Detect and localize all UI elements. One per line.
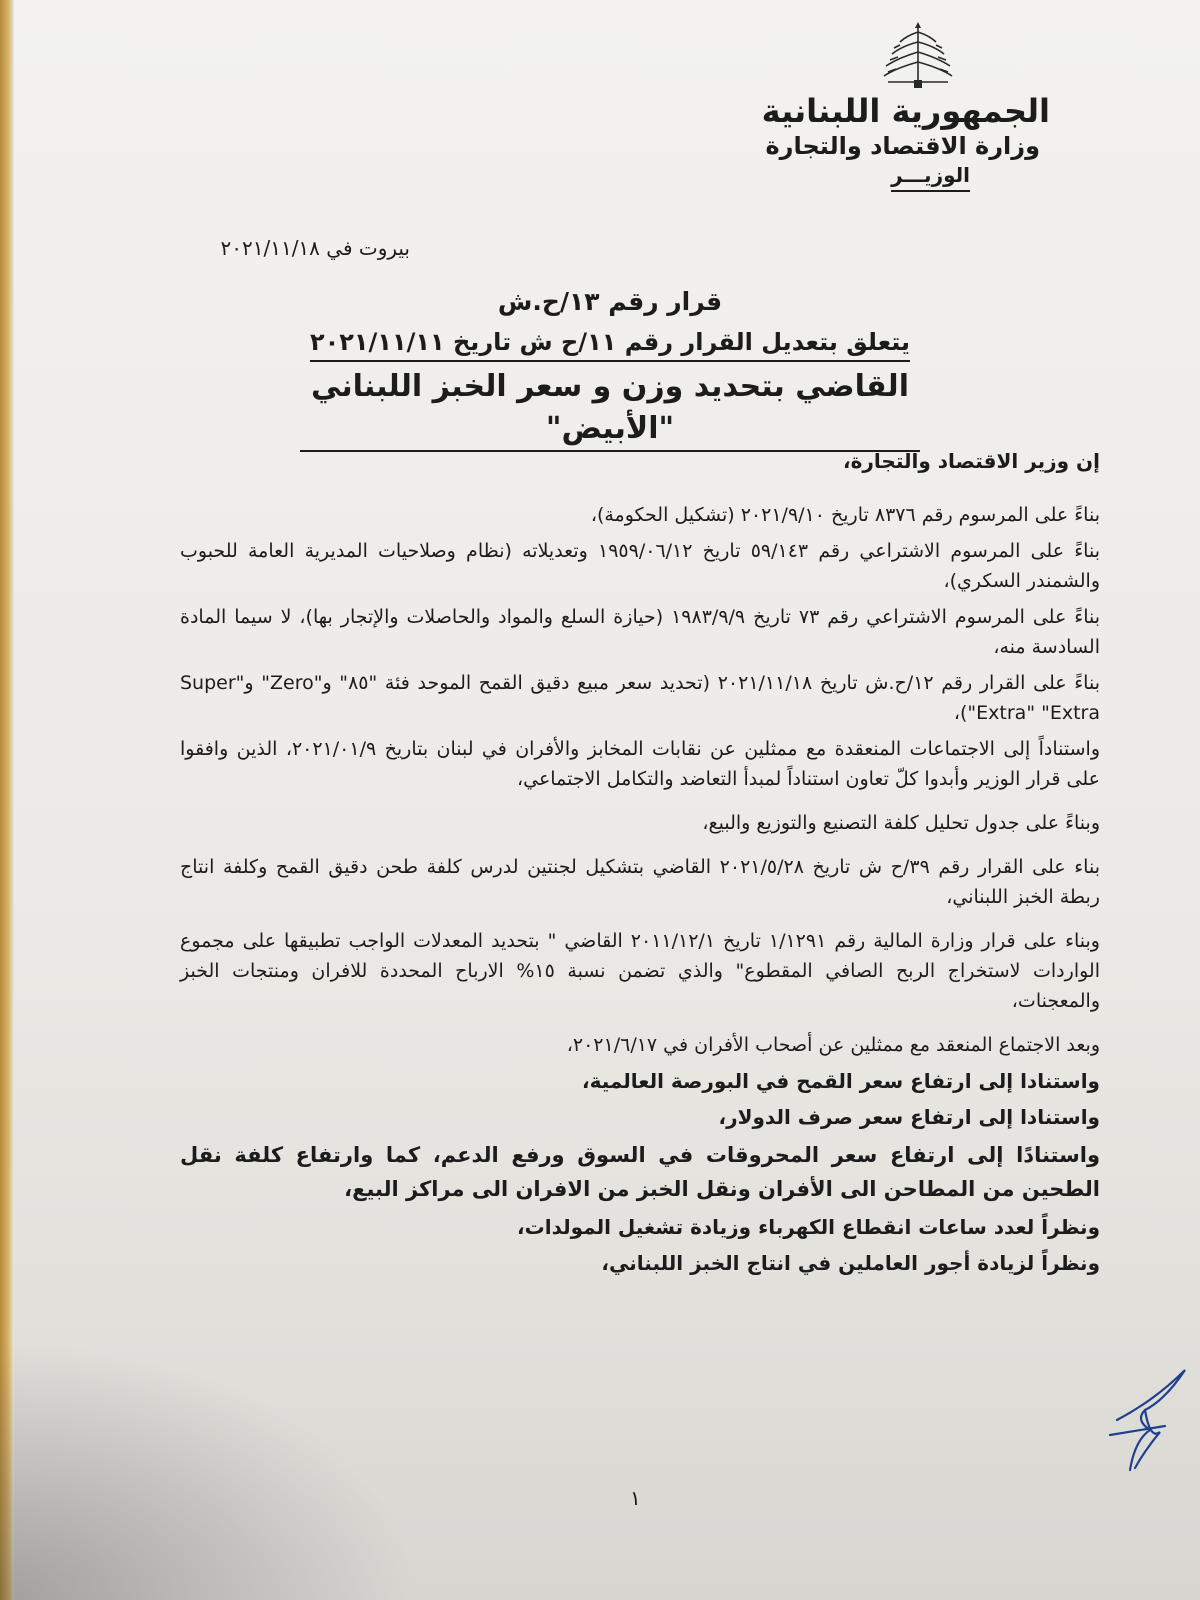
paragraph: واستنادا إلى ارتفاع سعر صرف الدولار،: [718, 1105, 1100, 1129]
shadow: [0, 1340, 420, 1600]
decision-subject-line-2: القاضي بتحديد وزن و سعر الخبز اللبناني "الأبيض": [300, 366, 920, 452]
date-line: بيروت في ٢٠٢١/١١/١٨: [220, 236, 410, 260]
cedar-emblem-icon: [878, 20, 958, 90]
paragraph: ونظراً لعدد ساعات انقطاع الكهرباء وزيادة تشغيل المولدات،: [517, 1215, 1100, 1239]
paragraph: واستنادًا إلى ارتفاع سعر المحروقات في السوق ورفع الدعم، كما وارتفاع كلفة نقل الطحين من المطاحن الى الأفران ونقل الخبز من الافران الى مراكز البيع،: [180, 1143, 1100, 1201]
paragraph: وبناء على قرار وزارة المالية رقم ١/١٢٩١ تاريخ ٢٠١١/١٢/١ القاضي " بتحديد المعدلات الواجب تطبيقها على مجموع الواردات لاستخراج الربح الصافي المقطوع" والذي تضمن نسبة ١٥% الارباح المحددة للافران ومنتجات الخبز والمعجنات،: [180, 930, 1100, 1012]
paragraph: ونظراً لزيادة أجور العاملين في انتاج الخبز اللبناني،: [601, 1251, 1100, 1275]
republic-name: الجمهورية اللبنانية: [761, 92, 1050, 130]
paragraph: بناء على القرار رقم ٣٩/ح ش تاريخ ٢٠٢١/٥/٢٨ القاضي بتشكيل لجنتين لدرس كلفة طحن دقيق القمح وكلفة انتاج ربطة الخبز اللبناني،: [180, 856, 1100, 908]
decision-subject-line-1: يتعلق بتعديل القرار رقم ١١/ح ش تاريخ ٢٠٢١/١١/١١: [310, 324, 910, 362]
paragraph: بناءً على المرسوم الاشتراعي رقم ٧٣ تاريخ ١٩٨٣/٩/٩ (حيازة السلع والمواد والحاصلات والإتجار بها)، لا سيما المادة السادسة منه،: [180, 606, 1101, 658]
paragraph: واستناداً إلى الاجتماعات المنعقدة مع ممثلين عن نقابات المخابز والأفران في لبنان بتاريخ ٢٠٢١/٠١/٩، الذين وافقوا على قرار الوزير وأبدوا كلّ تعاون استناداً لمبدأ التعاضد والتكامل الاجتماعي،: [180, 738, 1100, 790]
paragraph: وبعد الاجتماع المنعقد مع ممثلين عن أصحاب الأفران في ٢٠٢١/٦/١٧،: [566, 1034, 1100, 1056]
ministry-name: وزارة الاقتصاد والتجارة: [765, 132, 1040, 160]
paragraph: واستنادا إلى ارتفاع سعر القمح في البورصة العالمية،: [581, 1069, 1100, 1093]
letterhead: [750, 20, 1050, 192]
decision-titles: [300, 284, 920, 452]
decision-body: [180, 446, 1100, 1284]
signature-mark: [1105, 1360, 1195, 1480]
paragraph: وبناءً على جدول تحليل كلفة التصنيع والتوزيع والبيع،: [702, 812, 1100, 834]
paragraph: بناءً على القرار رقم ١٢/ح.ش تاريخ ٢٠٢١/١١/١٨ (تحديد سعر مبيع دقيق القمح الموحد فئة "٨٥" و"Zero" و"Super Extra" "Extra")،: [180, 672, 1100, 724]
minister-title: الوزيـــر: [891, 162, 970, 192]
decision-number: قرار رقم ١٣/ح.ش: [497, 287, 723, 316]
page-number: ١: [630, 1486, 641, 1510]
paragraph: بناءً على المرسوم الاشتراعي رقم ٥٩/١٤٣ تاريخ ١٩٥٩/٠٦/١٢ وتعديلاته (نظام وصلاحيات المديرية العامة للحبوب والشمندر السكري)،: [180, 540, 1100, 592]
intro-line: إن وزير الاقتصاد والتجارة،: [842, 449, 1100, 473]
paragraph: بناءً على المرسوم رقم ٨٣٧٦ تاريخ ٢٠٢١/٩/١٠ (تشكيل الحكومة)،: [590, 504, 1100, 526]
